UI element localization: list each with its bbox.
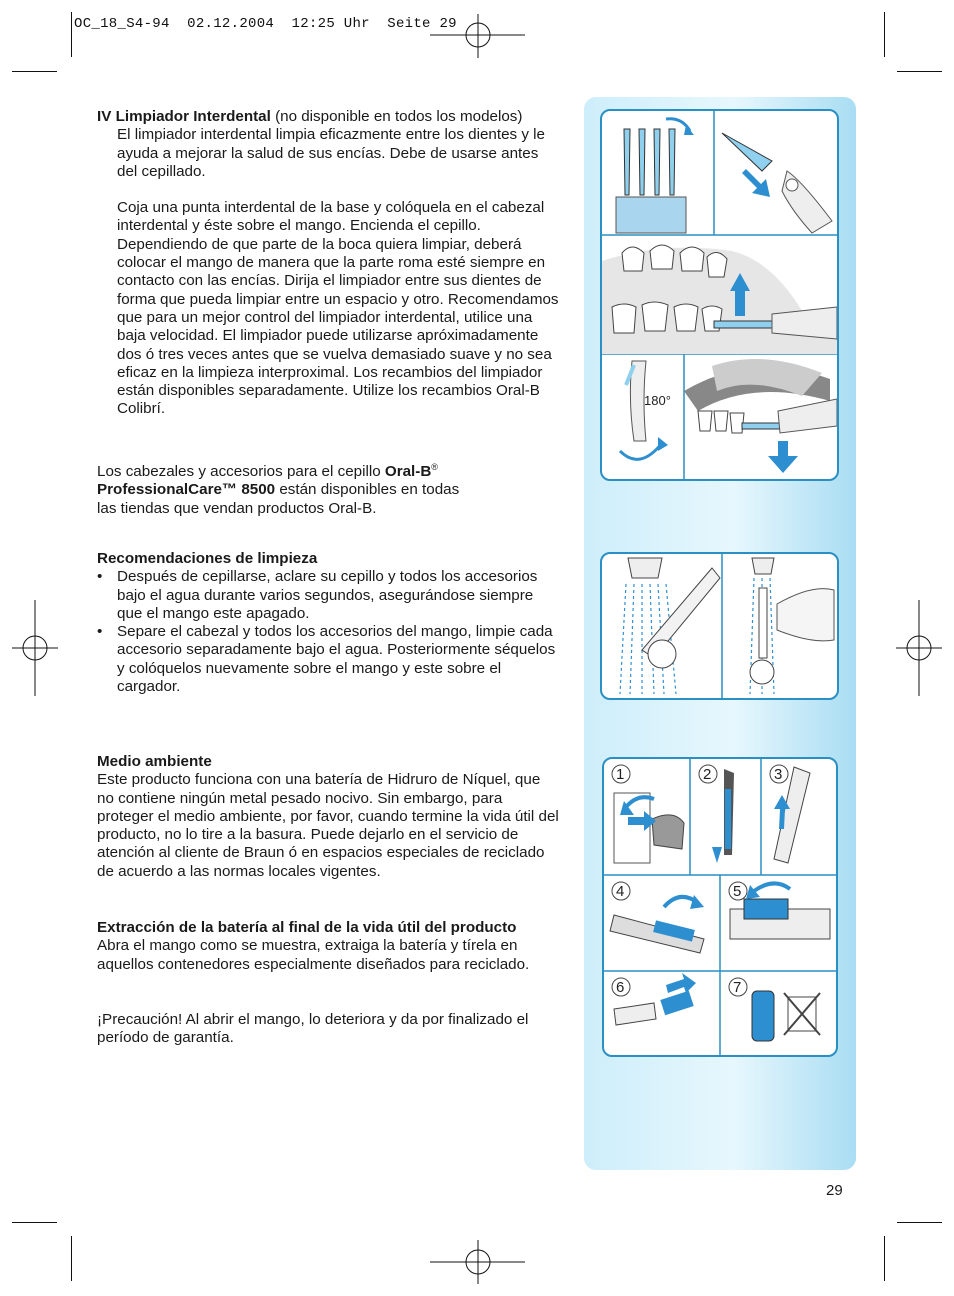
list-item-text: Después de cepillarse, aclare su cepillo y todos los accesorios bajo el agua durante varios segundos, asegurándose siempre que el mango este apagado. [117, 568, 538, 622]
section-interdental [97, 108, 559, 419]
print-header: OC_18_S4-94 02.12.2004 12:25 Uhr Seite 29 [74, 16, 457, 32]
text-span: las tiendas que vendan productos Oral-B. [97, 499, 377, 517]
section-title: Extracción de la batería al final de la vida útil del producto [97, 919, 517, 936]
registered-mark: ® [431, 462, 438, 472]
paragraph: ¡Precaución! Al abrir el mango, lo deteriora y da por finalizado el período de garantía. [97, 1011, 529, 1047]
interdental-illustration-panel [600, 109, 839, 481]
crop-mark [884, 12, 885, 57]
crop-mark [12, 1222, 57, 1223]
step-number: 6 [616, 979, 625, 996]
section-title: Medio ambiente [97, 753, 212, 770]
section-environment [97, 753, 559, 881]
crop-mark [897, 1222, 942, 1223]
crop-mark [897, 71, 942, 72]
paragraph: Abra el mango como se muestra, extraiga la batería y tírela en aquellos contenedores especialmente diseñados para reciclado. [97, 937, 530, 973]
caution-text [97, 1011, 559, 1048]
registration-mark [430, 14, 526, 58]
section-note: (no disponible en todos los modelos) [270, 108, 523, 125]
step-number: 2 [703, 766, 712, 783]
paragraph: Coja una punta interdental de la base y colóquela en el cabezal interdental y éste sobre el mango. Encienda el cepillo. Dependiendo de que parte de la boca quiera limpiar, deberá colocar el mango de manera que la parte roma esté siempre en contacto con las encías. Dirija el limpiador entre sus dientes de forma que pueda limpiar entre un espacio y otro. Recomendamos que para un mejor control del limpiador interdental, utilice una baja velocidad. El limpiador puede utilizarse apróximadamente dos ó tres veces antes que se vuelva demasiado suave y no sea eficaz en la limpieza interproximal. Los recambios del limpiador están disponibles separadamente. Utilize los recambios Oral-B Colibrí. [117, 199, 559, 418]
text-span: Los cabezales y accesorios para el cepillo [97, 463, 385, 481]
step-number: 3 [774, 766, 783, 783]
section-title: IV Limpiador Interdental [97, 108, 271, 125]
step-number: 7 [733, 979, 742, 996]
battery-removal-panel [602, 757, 838, 1057]
crop-mark [884, 1236, 885, 1281]
text-span: están disponibles en todas [275, 481, 460, 499]
step-number: 4 [616, 883, 625, 900]
section-title: Recomendaciones de limpieza [97, 550, 318, 567]
step-number: 1 [616, 766, 625, 783]
section-battery [97, 919, 559, 974]
crop-mark [12, 71, 57, 72]
rinsing-illustration [602, 554, 837, 698]
product-name: ProfessionalCare™ 8500 [97, 481, 276, 499]
crop-mark [71, 1236, 72, 1281]
list-item: • Separe el cabezal y todos los accesorios del mango, limpie cada accesorio separadamente bajo el agua. Posteriormente séquelos y colóquelos nuevamente sobre el mango y este sobre el cargador. [97, 623, 559, 696]
interdental-illustration [602, 111, 837, 479]
availability-text [97, 458, 559, 518]
paragraph: El limpiador interdental limpia eficazmente entre los dientes y le ayuda a mejorar la salud de sus encías. Debe de usarse antes del cepillado. [117, 126, 545, 180]
list-item-text: Separe el cabezal y todos los accesorios del mango, limpie cada accesorio separadamente bajo el agua. Posteriormente séquelos y colóquelos nuevamente sobre el mango y este sobre el cargador. [117, 623, 556, 696]
page-number: 29 [826, 1182, 843, 1199]
step-number: 5 [733, 883, 742, 900]
rinsing-illustration-panel [600, 552, 839, 700]
brand-name: Oral-B [384, 463, 432, 481]
rotation-label: 180° [644, 393, 671, 408]
paragraph: Este producto funciona con una batería de Hidruro de Níquel, que no contiene ningún metal pesado nocivo. Sin embargo, para proteger el medio ambiente, por favor, cuando termine la vida útil del producto, no lo tire a la basura. Puede dejarlo en el servicio de atención al cliente de Braun ó en espacios especiales de reciclado de acuerdo a las normas locales vigentes. [97, 771, 559, 880]
battery-removal-illustration [604, 759, 836, 1055]
list-item: • Después de cepillarse, aclare su cepillo y todos los accesorios bajo el agua durante varios segundos, asegurándose siempre que el mango este apagado. [97, 568, 559, 623]
registration-mark [430, 1240, 526, 1284]
registration-mark [896, 600, 942, 696]
crop-mark [71, 12, 72, 57]
section-cleaning [97, 550, 559, 696]
registration-mark [12, 600, 58, 696]
